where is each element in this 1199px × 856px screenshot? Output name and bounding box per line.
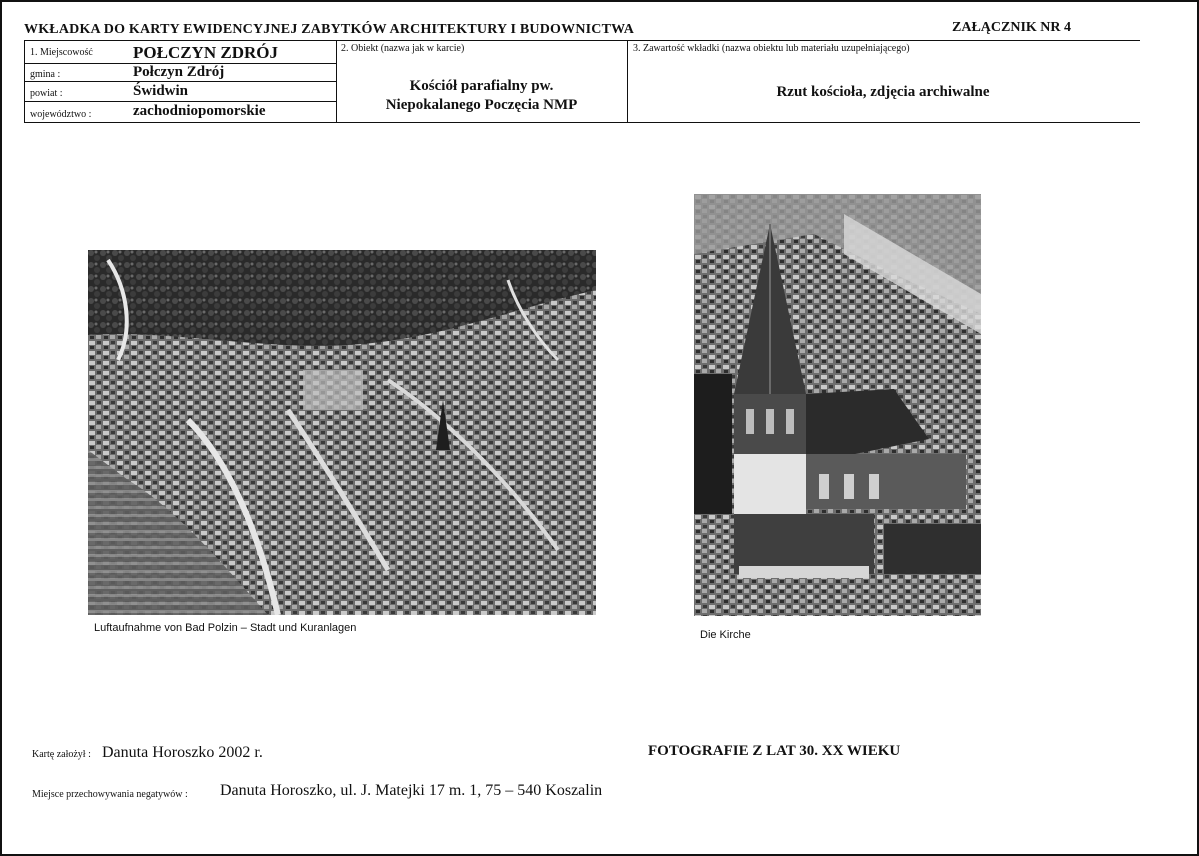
voivodeship-value: zachodniopomorskie: [133, 103, 266, 119]
negatives-location-label: Miejsce przechowywania negatywów :: [32, 789, 188, 800]
locality-value: POŁCZYN ZDRÓJ: [133, 43, 278, 62]
gmina-label: gmina :: [30, 69, 61, 80]
locality-label: 1. Miejscowość: [30, 47, 93, 58]
annex-number: ZAŁĄCZNIK NR 4: [952, 20, 1072, 35]
form-title: WKŁADKA DO KARTY EWIDENCYJNEJ ZABYTKÓW ARCHITEKTURY I BUDOWNICTWA: [24, 22, 635, 37]
photos-heading: FOTOGRAFIE Z LAT 30. XX WIEKU: [648, 743, 901, 759]
content-label: 3. Zawartość wkładki (nazwa obiektu lub materiału uzupełniającego): [633, 43, 910, 54]
row-rule-3: [24, 101, 336, 102]
church-photo: [694, 194, 981, 616]
aerial-photo-caption: Luftaufnahme von Bad Polzin – Stadt und Kuranlagen: [94, 622, 357, 634]
voivodeship-label: województwo :: [30, 109, 92, 120]
powiat-label: powiat :: [30, 88, 63, 99]
card-author-value: Danuta Horoszko 2002 r.: [102, 744, 263, 761]
gmina-value: Połczyn Zdrój: [133, 64, 225, 80]
object-label: 2. Obiekt (nazwa jak w karcie): [341, 43, 465, 54]
church-photo-caption: Die Kirche: [700, 629, 751, 641]
object-name-line1: Kościół parafialny pw.: [409, 78, 554, 94]
negatives-location-value: Danuta Horoszko, ul. J. Matejki 17 m. 1, 75 – 540 Koszalin: [220, 782, 603, 799]
aerial-photo: [88, 250, 596, 615]
table-bottom-rule: [24, 122, 1140, 123]
object-name-line2: Niepokalanego Poczęcia NMP: [385, 97, 578, 113]
row-rule-2: [24, 81, 336, 82]
content-value: Rzut kościoła, zdjęcia archiwalne: [776, 84, 990, 100]
table-divider-2: [627, 40, 628, 123]
powiat-value: Świdwin: [133, 83, 189, 99]
card-author-label: Kartę założył :: [32, 749, 91, 760]
table-top-rule: [24, 40, 1140, 41]
